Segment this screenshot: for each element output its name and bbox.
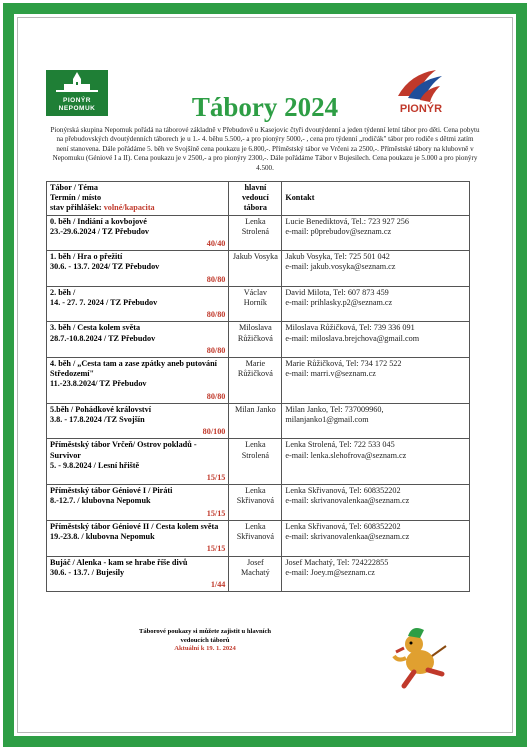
camp-contact: [282, 439, 470, 485]
table-row: [47, 251, 470, 287]
camp-capacity: 40/40: [206, 239, 226, 249]
camp-event: 0. běh / Indiání a kovbojové: [50, 216, 147, 226]
camp-contact: [282, 251, 470, 287]
camp-capacity: 15/15: [206, 473, 226, 483]
logo-line2: NEPOMUK: [58, 105, 96, 112]
camp-capacity: 15/15: [206, 544, 226, 554]
contact-phone: Lenka Skřivanová, Tel: 608352202: [285, 521, 401, 531]
header-camp-line1: Tábor / Téma: [50, 183, 98, 192]
contact-phone: Lenka Skřivanová, Tel: 608352202: [285, 486, 401, 496]
table-row: [47, 485, 470, 521]
contact-email[interactable]: e-mail: skrivanovalenkaa@seznam.cz: [285, 496, 410, 506]
camp-event: Bujáč / Alenka - kam se hrabe říše divů: [50, 557, 188, 567]
camp-event: Příměstský tábor Géniové II / Cesta kolem světa: [50, 521, 219, 531]
contact-phone: Milan Janko, Tel: 737009960,: [285, 404, 384, 414]
camp-contact: [282, 403, 470, 439]
camp-capacity: 15/15: [206, 508, 226, 518]
camp-cell: [47, 215, 229, 251]
camp-cell: [47, 286, 229, 322]
camp-contact: [282, 358, 470, 404]
camp-date: 23.-29.6.2024 / TZ Přebudov: [50, 226, 150, 236]
camp-date: 8.-12.7. / klubovna Nepomuk: [50, 496, 151, 506]
camp-event: 2. běh /: [50, 287, 76, 297]
contact-phone: Lenka Strolená, Tel: 722 533 045: [285, 440, 395, 450]
camp-event: 3. běh / Cesta kolem světa: [50, 323, 141, 333]
contact-email[interactable]: e-mail: skrivanovalenkaa@seznam.cz: [285, 532, 410, 542]
camp-contact: [282, 215, 470, 251]
camp-capacity: 80/80: [206, 391, 226, 401]
table-row: [47, 286, 470, 322]
header-leader: hlavní vedoucí tábora: [229, 182, 282, 216]
header-camp-line3: [50, 203, 225, 213]
contact-email[interactable]: e-mail: marri.v@seznam.cz: [285, 369, 376, 379]
camp-leader: Lenka Strolená: [229, 439, 282, 485]
header-status-colored: volné/kapacita: [103, 203, 155, 213]
camp-contact: [282, 286, 470, 322]
camp-leader: Lenka Strolená: [229, 215, 282, 251]
camp-event: Příměstský tábor Géniové I / Piráti: [50, 486, 173, 496]
camp-date: 30.6. - 13.7. / Bujesily: [50, 567, 125, 577]
camp-cell: [47, 439, 229, 485]
camp-date: 5. - 9.8.2024 / Lesní hřiště: [50, 460, 140, 470]
table-header-row: [47, 182, 470, 216]
intro-text: Pionýrská skupina Nepomuk pořádá na táborové základně v Přebudově u Kasejovic čtyři dvoutýdenní a jeden týdenní letní tábor pro děti. Cena pobytu na přebudovských dvoutýdenních táborech je u 1.- 4. běhu 5.500,- a pro pionýry 5000,- , cena pro týdenní „rodičák" tábor pro rodiče s dětmi zatím není stanovena. Dále pořádáme 5. běh ve Svojšíně cena poukazu je 6.800,-. Příměstský tábor ve Vrčeni za 2500,-. Příměstské tábory na klubovně v Nepomuku (Géniové I a II). Cena poukazu je v 2500,- a pro pionýry 2300,-. Dále pořádáme Tábor v Bujesilech. Cena poukazu je 5.000 a pro pionýry 4.500.: [50, 126, 480, 172]
header-camp: [47, 182, 229, 216]
contact-email[interactable]: e-mail: jakub.vosyka@seznam.cz: [285, 262, 396, 272]
pionyr-logo-text: PIONÝR: [399, 103, 443, 115]
table-row: [47, 358, 470, 404]
camp-capacity: 1/44: [210, 579, 226, 589]
camp-cell: [47, 358, 229, 404]
camp-contact: [282, 556, 470, 592]
table-row: [47, 403, 470, 439]
camp-contact: [282, 485, 470, 521]
camps-table: [46, 181, 470, 592]
camp-contact: [282, 520, 470, 556]
mascot-illustration: [384, 622, 454, 692]
contact-phone: Miloslava Růžičková, Tel: 739 336 091: [285, 323, 415, 333]
contact-email[interactable]: e-mail: Joey.m@seznam.cz: [285, 567, 375, 577]
camp-leader: Lenka Skřivanová: [229, 485, 282, 521]
table-row: [47, 322, 470, 358]
camp-date: 3.8. - 17.8.2024 /TZ Svojšín: [50, 415, 145, 425]
camp-date: 19.-23.8. / klubovna Nepomuk: [50, 532, 155, 542]
contact-phone: Josef Machatý, Tel: 724222855: [285, 557, 389, 567]
footer-note: [130, 628, 280, 654]
camp-leader: Marie Růžičková: [229, 358, 282, 404]
camp-cell: [47, 251, 229, 287]
contact-phone: David Milota, Tel: 607 873 459: [285, 287, 389, 297]
camp-event: Příměstský tábor Vrčeň/ Ostrov pokladů - Survivor: [50, 440, 197, 460]
header-camp-line2: Termín / místo: [50, 193, 102, 203]
contact-email[interactable]: e-mail: lenka.slehofrova@seznam.cz: [285, 450, 407, 460]
camp-event: 1. běh / Hra o přežití: [50, 252, 123, 262]
camp-leader: Josef Machatý: [229, 556, 282, 592]
camp-capacity: 80/80: [206, 274, 226, 284]
camp-capacity: 80/100: [202, 427, 226, 437]
header-status-prefix: stav přihlášek:: [50, 203, 104, 213]
footer-updated: Aktuální k 19. 1. 2024: [174, 645, 236, 653]
camp-cell: [47, 556, 229, 592]
header-contact: Kontakt: [282, 182, 470, 216]
footer-line1: Táborové poukazy si můžete zajistit u hlavních vedoucích táborů: [138, 628, 272, 644]
camp-leader: Milan Janko: [229, 403, 282, 439]
camp-contact: [282, 322, 470, 358]
contact-phone: Jakub Vosyka, Tel: 725 501 042: [285, 252, 390, 262]
camp-date: 14. - 27. 7. 2024 / TZ Přebudov: [50, 298, 158, 308]
camp-cell: [47, 322, 229, 358]
table-row: [47, 215, 470, 251]
camp-event: 4. běh / „Cesta tam a zase zpátky aneb putování Středozemí": [50, 359, 217, 379]
logo-line1: PIONÝR: [63, 97, 91, 104]
contact-phone: Lucie Benediktová, Tel.: 723 927 256: [285, 216, 409, 226]
camp-leader: Václav Horník: [229, 286, 282, 322]
camp-cell: [47, 520, 229, 556]
contact-email[interactable]: e-mail: miloslava.brejchova@gmail.com: [285, 333, 420, 343]
camp-leader: Jakub Vosyka: [229, 251, 282, 287]
camp-leader: Miloslava Růžičková: [229, 322, 282, 358]
contact-email[interactable]: milanjanko1@gmail.com: [285, 415, 369, 425]
table-row: [47, 520, 470, 556]
contact-email[interactable]: e-mail: prihlasky.p2@seznam.cz: [285, 298, 393, 308]
camp-capacity: 80/80: [206, 345, 226, 355]
page-title: Tábory 2024: [191, 92, 339, 122]
camp-cell: [47, 403, 229, 439]
table-row: [47, 439, 470, 485]
camp-date: 28.7.-10.8.2024 / TZ Přebudov: [50, 333, 156, 343]
camp-date: 30.6. - 13.7. 2024/ TZ Přebudov: [50, 262, 160, 272]
contact-phone: Marie Růžičková, Tel: 734 172 522: [285, 359, 402, 369]
camp-leader: Lenka Skřivanová: [229, 520, 282, 556]
contact-email[interactable]: e-mail: p0prebudov@seznam.cz: [285, 226, 392, 236]
table-row: [47, 556, 470, 592]
running-mascot-icon: [384, 622, 454, 692]
camp-capacity: 80/80: [206, 310, 226, 320]
camp-date: 11.-23.8.2024/ TZ Přebudov: [50, 379, 147, 389]
camp-event: 5.běh / Pohádkové království: [50, 404, 151, 414]
camp-cell: [47, 485, 229, 521]
